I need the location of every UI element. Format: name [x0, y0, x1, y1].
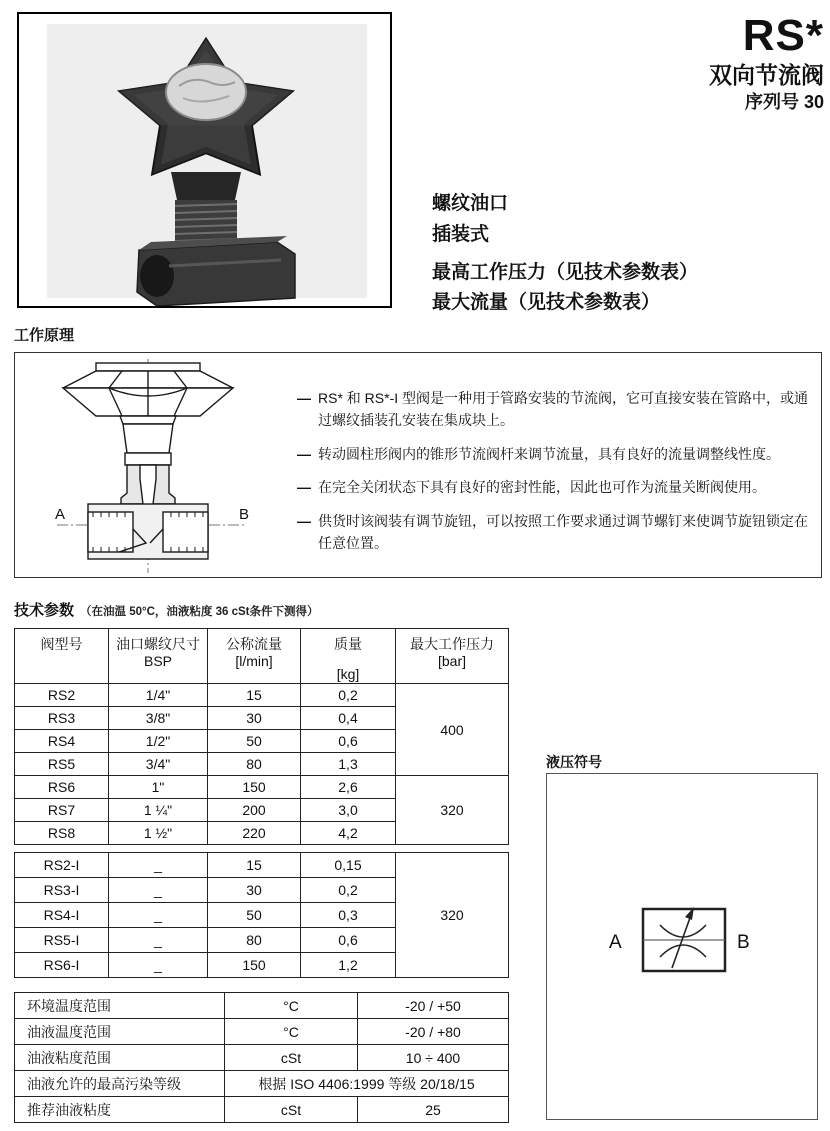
cell-env-label: 环境温度范围 [15, 993, 225, 1019]
bullet-text: RS* 和 RS*-I 型阀是一种用于管路安装的节流阀，它可直接安装在管路中，或通过螺纹插装孔安装在集成块上。 [318, 390, 809, 429]
product-photo-frame [17, 12, 392, 308]
table-row [15, 1071, 509, 1097]
cell-weight: 3,0 [301, 799, 396, 822]
cell-weight: 1,2 [301, 953, 396, 978]
cell-bsp: _ [109, 853, 208, 878]
cell-weight: 0,6 [301, 730, 396, 753]
model-code: RS* [742, 11, 824, 60]
spec-reference-line: 最大流量（见技术参数表） [432, 292, 661, 313]
principle-bullet [297, 476, 817, 498]
table-row [15, 776, 509, 799]
bullet-dash: — [297, 479, 311, 496]
cell-flow: 80 [208, 928, 301, 953]
cell-bsp: _ [109, 953, 208, 978]
product-photo [19, 14, 390, 306]
principle-bullet [297, 387, 817, 432]
cell-env-value: 10 ÷ 400 [358, 1045, 509, 1071]
cell-bsp: 1" [109, 776, 208, 799]
symbol-port-a-label: A [609, 932, 622, 953]
tech-parameters-heading [14, 599, 318, 620]
bullet-text: 在完全关闭状态下具有良好的密封性能，因此也可作为流量关断阀使用。 [318, 479, 766, 496]
bullet-dash: — [297, 445, 311, 462]
spec-table-header-row [15, 629, 509, 684]
hydraulic-symbol-heading: 液压符号 [546, 754, 602, 770]
principle-bullet [297, 510, 817, 555]
cell-flow: 220 [208, 822, 301, 845]
cell-bsp: 1 ½" [109, 822, 208, 845]
cell-flow: 30 [208, 878, 301, 903]
cell-env-unit: cSt [225, 1097, 358, 1123]
cell-flow: 200 [208, 799, 301, 822]
cell-weight: 0,3 [301, 903, 396, 928]
cell-env-value: 25 [358, 1097, 509, 1123]
col-header-flow: 公称流量 [l/min] [208, 629, 301, 684]
cell-flow: 15 [208, 853, 301, 878]
table-row [15, 684, 509, 707]
cell-env-unit: °C [225, 993, 358, 1019]
cell-bsp: 3/8" [109, 707, 208, 730]
cell-weight: 0,15 [301, 853, 396, 878]
table-row [15, 853, 509, 878]
table-row [15, 1097, 509, 1123]
cell-model: RS5 [15, 753, 109, 776]
cell-weight: 1,3 [301, 753, 396, 776]
cell-model: RS6 [15, 776, 109, 799]
cell-env-label: 油液粘度范围 [15, 1045, 225, 1071]
environment-table [14, 992, 509, 1123]
col-header-bsp: 油口螺纹尺寸 BSP [109, 629, 208, 684]
principle-bullets [297, 387, 817, 565]
cell-model: RS3 [15, 707, 109, 730]
cell-pressure-span: 320 [396, 853, 509, 978]
symbol-port-b-label: B [737, 932, 750, 953]
cell-bsp: 1/2" [109, 730, 208, 753]
cell-flow: 15 [208, 684, 301, 707]
tech-heading-text: 技术参数 [14, 602, 75, 619]
cell-weight: 0,4 [301, 707, 396, 730]
cell-model: RS8 [15, 822, 109, 845]
cell-model: RS4-I [15, 903, 109, 928]
cell-weight: 0,2 [301, 684, 396, 707]
cell-env-value: -20 / +50 [358, 993, 509, 1019]
tech-heading-note: （在油温 50°C，油液粘度 36 cSt条件下测得） [80, 606, 319, 618]
spec-reference-block [432, 258, 698, 318]
cell-flow: 150 [208, 776, 301, 799]
bullet-text: 转动圆柱形阀内的锥形节流阀杆来调节流量，具有良好的流量调整线性度。 [318, 445, 780, 462]
table-row [15, 993, 509, 1019]
col-header-pressure: 最大工作压力 [bar] [396, 629, 509, 684]
cell-env-value: -20 / +80 [358, 1019, 509, 1045]
cell-model: RS2 [15, 684, 109, 707]
hydraulic-symbol-box [546, 773, 818, 1120]
spec-reference-line: 最高工作压力（见技术参数表） [432, 262, 699, 283]
cell-env-label: 推荐油液粘度 [15, 1097, 225, 1123]
cell-pressure-span: 400 [396, 684, 509, 776]
cell-flow: 80 [208, 753, 301, 776]
cell-weight: 2,6 [301, 776, 396, 799]
cell-weight: 0,6 [301, 928, 396, 953]
cell-model: RS5-I [15, 928, 109, 953]
valve-cross-section-diagram [43, 357, 268, 575]
title-block [709, 12, 824, 114]
cell-bsp: _ [109, 903, 208, 928]
diagram-port-b-label: B [239, 506, 250, 523]
cell-env-unit: °C [225, 1019, 358, 1045]
table-row [15, 1045, 509, 1071]
spec-table-cartridge [14, 852, 509, 978]
series-number: 序列号 30 [744, 92, 824, 112]
working-principle-heading: 工作原理 [14, 327, 75, 344]
feature-line: 插装式 [432, 224, 490, 245]
feature-line: 螺纹油口 [432, 193, 509, 214]
feature-block [432, 188, 508, 250]
cell-bsp: _ [109, 878, 208, 903]
cell-model: RS7 [15, 799, 109, 822]
cell-flow: 50 [208, 730, 301, 753]
cell-model: RS6-I [15, 953, 109, 978]
col-header-weight: 质量 [kg] [301, 629, 396, 684]
cell-env-merged: 根据 ISO 4406:1999 等级 20/18/15 [225, 1071, 509, 1097]
cell-env-label: 油液温度范围 [15, 1019, 225, 1045]
cell-weight: 0,2 [301, 878, 396, 903]
bullet-dash: — [297, 390, 311, 406]
diagram-port-a-label: A [55, 506, 66, 523]
valve-type-name: 双向节流阀 [709, 62, 824, 88]
throttle-valve-symbol [547, 774, 816, 1118]
cell-model: RS2-I [15, 853, 109, 878]
cell-model: RS3-I [15, 878, 109, 903]
cell-model: RS4 [15, 730, 109, 753]
cell-flow: 50 [208, 903, 301, 928]
cell-bsp: 1/4" [109, 684, 208, 707]
cell-bsp: _ [109, 928, 208, 953]
bullet-dash: — [297, 512, 311, 529]
cell-weight: 4,2 [301, 822, 396, 845]
cell-flow: 150 [208, 953, 301, 978]
col-header-model: 阀型号 [15, 629, 109, 684]
working-principle-box [14, 352, 822, 578]
cell-env-unit: cSt [225, 1045, 358, 1071]
cell-env-label: 油液允许的最高污染等级 [15, 1071, 225, 1097]
cell-flow: 30 [208, 707, 301, 730]
cell-bsp: 1 ¼" [109, 799, 208, 822]
table-row [15, 1019, 509, 1045]
spec-table-threaded [14, 628, 509, 845]
principle-bullet [297, 443, 817, 465]
cell-bsp: 3/4" [109, 753, 208, 776]
cell-pressure-span: 320 [396, 776, 509, 845]
bullet-text: 供货时该阀装有调节旋钮，可以按照工作要求通过调节螺钉来使调节旋钮锁定在任意位置。 [318, 512, 808, 551]
